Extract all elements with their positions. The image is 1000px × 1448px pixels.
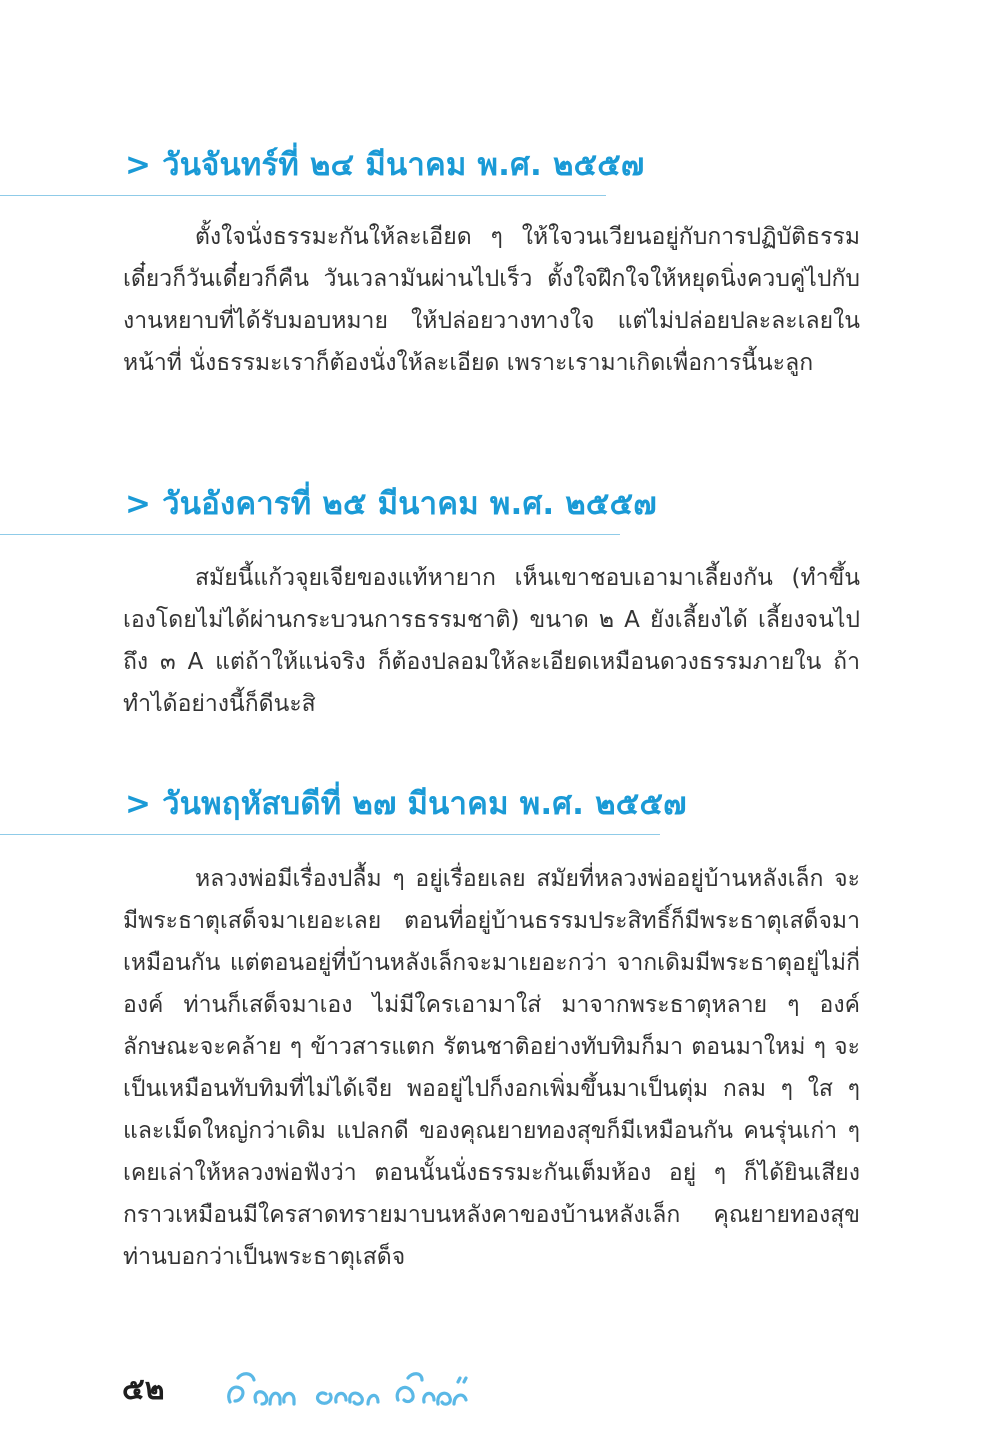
section-heading: > วันจันทร์ที่ ๒๔ มีนาคม พ.ศ. ๒๕๕๗ bbox=[125, 147, 645, 183]
section-divider bbox=[0, 834, 660, 835]
section-heading: > วันพฤหัสบดีที่ ๒๗ มีนาคม พ.ศ. ๒๕๕๗ bbox=[125, 786, 687, 822]
section-header-1 bbox=[0, 143, 645, 203]
section-paragraph: หลวงพ่อมีเรื่องปลื้ม ๆ อยู่เรื่อยเลย สมัยที่หลวงพ่ออยู่บ้านหลังเล็ก จะมีพระธาตุเสด็จมาเยอะเลย ตอนที่อยู่บ้านธรรมประสิทธิ์ก็มีพระธาตุเสด็จมาเหมือนกัน แต่ตอนอยู่ที่บ้านหลังเล็กจะมาเยอะกว่า จากเดิมมีพระธาตุอยู่ไม่กี่องค์ ท่านก็เสด็จมาเอง ไม่มีใครเอามาใส่ มาจากพระธาตุหลาย ๆ องค์ ลักษณะจะคล้าย ๆ ข้าวสารแตก รัตนชาติอย่างทับทิมก็มา ตอนมาใหม่ ๆ จะเป็นเหมือนทับทิมที่ไม่ได้เจีย พออยู่ไปก็งอกเพิ่มขึ้นมาเป็นตุ่ม กลม ๆ ใส ๆ และเม็ดใหญ่กว่าเดิม แปลกดี ของคุณยายทองสุขก็มีเหมือนกัน คนรุ่นเก่า ๆ เคยเล่าให้หลวงพ่อฟังว่า ตอนนั้นนั่งธรรมะกันเต็มห้อง อยู่ ๆ ก็ได้ยินเสียงกราวเหมือนมีใครสาดทรายมาบนหลังคาของบ้านหลังเล็ก คุณยายทองสุขท่านบอกว่าเป็นพระธาตุเสด็จ bbox=[123, 866, 860, 1270]
section-divider bbox=[0, 534, 620, 535]
page-number: ๕๒ bbox=[122, 1372, 165, 1407]
section-header-2 bbox=[0, 482, 657, 542]
section-header-3 bbox=[0, 782, 687, 842]
section-heading: > วันอังคารที่ ๒๕ มีนาคม พ.ศ. ๒๕๕๗ bbox=[125, 486, 657, 522]
section-paragraph: ตั้งใจนั่งธรรมะกันให้ละเอียด ๆ ให้ใจวนเวียนอยู่กับการปฏิบัติธรรม เดี๋ยวก็วันเดี๋ยวก็คืน วันเวลามันผ่านไปเร็ว ตั้งใจฝึกใจให้หยุดนิ่งควบคู่ไปกับงานหยาบที่ได้รับมอบหมาย ให้ปล่อยวางทางใจ แต่ไม่ปล่อยปละละเลยในหน้าที่ นั่งธรรมะเราก็ต้องนั่งให้ละเอียด เพราะเรามาเกิดเพื่อการนี้นะลูก bbox=[123, 224, 860, 376]
section-paragraph: สมัยนี้แก้วจุยเจียของแท้หายาก เห็นเขาชอบเอามาเลี้ยงกัน (ทำขึ้นเองโดยไม่ได้ผ่านกระบวนการธรรมชาติ) ขนาด ๒ A ยังเลี้ยงได้ เลี้ยงจนไปถึง ๓ A แต่ถ้าให้แน่จริง ก็ต้องปลอมให้ละเอียดเหมือนดวงธรรมภายใน ถ้าทำได้อย่างนี้ก็ดีนะสิ bbox=[123, 565, 860, 717]
section-divider bbox=[0, 195, 606, 196]
book-title-logo bbox=[222, 1368, 472, 1414]
